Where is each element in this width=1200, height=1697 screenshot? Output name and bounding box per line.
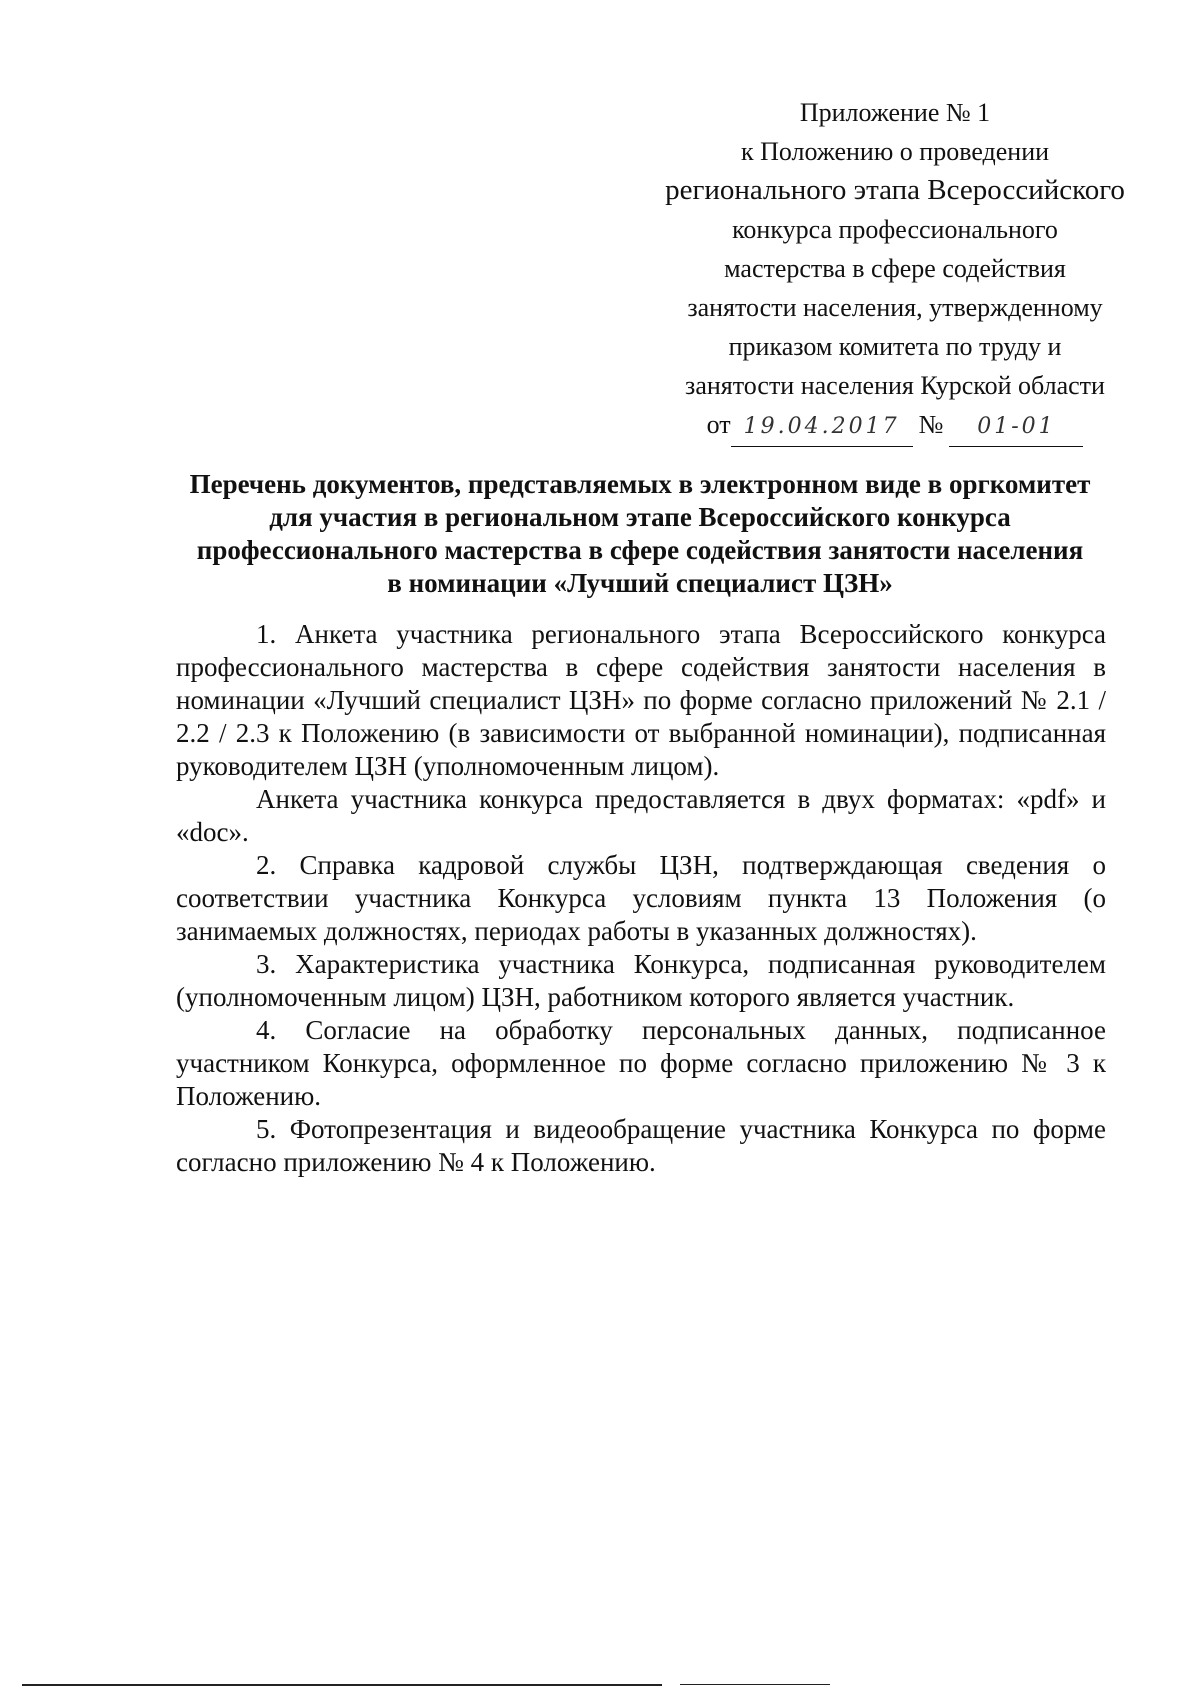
handwritten-date: 19.04.2017 xyxy=(731,407,913,447)
appendix-line: занятости населения, утвержденному xyxy=(687,293,1103,322)
scan-edge-line xyxy=(680,1684,830,1685)
body-paragraph: 1. Анкета участника регионального этапа Всероссийского конкурса профессионального мастерства в сфере содействия занятости населения в номинации «Лучший специалист ЦЗН» по форме согласно приложений № 2.1 / 2.2 / 2.3 к Положению (в зависимости от выбранной номинации), подписанная руководителем ЦЗН (уполномоченным лицом). xyxy=(176,619,1106,781)
appendix-line: конкурса профессионального xyxy=(732,215,1058,244)
appendix-line: регионального этапа Всероссийского xyxy=(665,174,1125,206)
body-paragraph: 2. Справка кадровой службы ЦЗН, подтверждающая сведения о соответствии участника Конкурса условиям пункта 13 Положения (о занимаемых должностях, периодах работы в указанных должностях). xyxy=(176,850,1106,946)
from-label: от xyxy=(706,410,731,439)
body-paragraph: 3. Характеристика участника Конкурса, подписанная руководителем (уполномоченным лицом) ЦЗН, работником которого является участник. xyxy=(176,949,1106,1012)
document-body xyxy=(176,618,1106,1179)
appendix-header xyxy=(660,93,1130,447)
appendix-line: занятости населения Курской области xyxy=(685,371,1105,400)
body-paragraph: 5. Фотопрезентация и видеообращение участника Конкурса по форме согласно приложению № 4 к Положению. xyxy=(176,1114,1106,1177)
number-label: № xyxy=(918,410,944,439)
title-line: Перечень документов, представляемых в электронном виде в оргкомитет xyxy=(189,469,1091,499)
handwritten-number: 01-01 xyxy=(949,407,1083,447)
title-line: для участия в региональном этапе Всероссийского конкурса xyxy=(269,502,1011,532)
body-paragraph: Анкета участника конкурса предоставляется в двух форматах: «pdf» и «doc». xyxy=(176,784,1106,847)
document-title xyxy=(170,468,1110,600)
appendix-line: к Положению о проведении xyxy=(740,137,1050,166)
appendix-line: приказом комитета по труду и xyxy=(728,332,1062,361)
appendix-line: Приложение № 1 xyxy=(799,98,991,127)
appendix-line: мастерства в сфере содействия xyxy=(724,254,1066,283)
scan-edge-line xyxy=(22,1684,662,1686)
title-line: профессионального мастерства в сфере содействия занятости населения xyxy=(196,535,1084,565)
order-date-number-line xyxy=(660,405,1130,447)
title-line: в номинации «Лучший специалист ЦЗН» xyxy=(387,568,893,598)
body-paragraph: 4. Согласие на обработку персональных данных, подписанное участником Конкурса, оформленное по форме согласно приложению № 3 к Положению. xyxy=(176,1015,1106,1111)
